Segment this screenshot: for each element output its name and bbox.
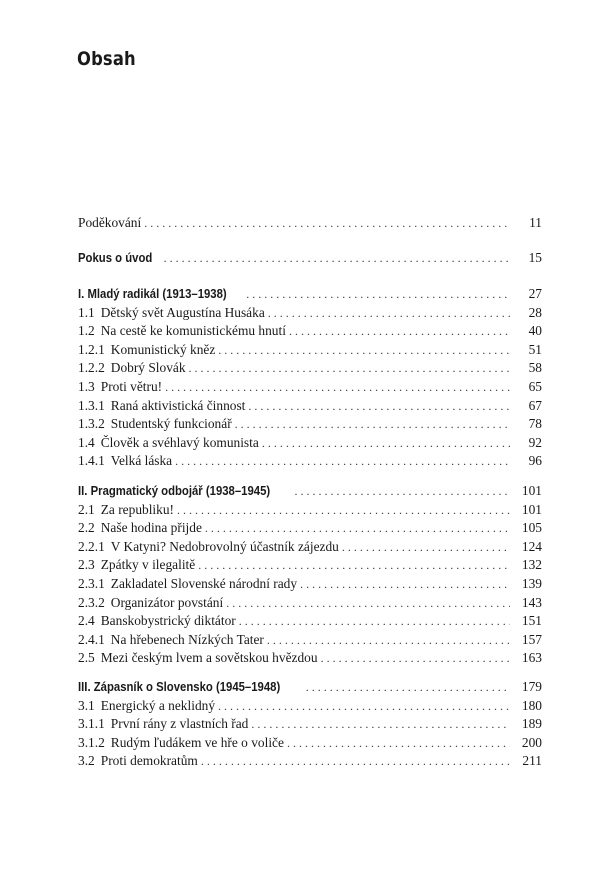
leader-dots: [218, 697, 510, 716]
toc-entry-number: 2.2: [78, 520, 95, 536]
toc-entry[interactable]: [78, 214, 542, 233]
toc-chapter-heading: III. Zápasník o Slovensko (1945–1948): [78, 680, 281, 694]
toc-entry-number: 2.5: [78, 650, 95, 666]
toc-entry-title: Mezi českým lvem a sovětskou hvězdou: [100, 650, 318, 666]
toc-entry-page: 101: [521, 483, 542, 498]
toc-entry-number: 3.2: [78, 753, 95, 769]
toc-entry[interactable]: [78, 304, 542, 323]
toc-entry-number: 1.4: [78, 434, 95, 450]
toc-entry-title: V Katyni? Nedobrovolný účastník zájezdu: [110, 538, 339, 554]
toc-entry[interactable]: [78, 434, 542, 453]
leader-dots: [306, 678, 510, 697]
toc-entry-page: 179: [521, 679, 542, 694]
toc-entry-title: Velká láska: [110, 453, 173, 469]
toc-entry-number: 1.3: [78, 378, 95, 394]
toc-entry-label: [78, 594, 223, 613]
toc-entry-title: Banskobystrický diktátor: [100, 613, 236, 629]
toc-entry-label: [78, 415, 232, 434]
page-title: Obsah: [77, 48, 136, 70]
toc-entry-label: [78, 519, 202, 538]
toc-entry-label: [78, 452, 172, 471]
toc-entry-title: Proti demokratům: [100, 753, 198, 769]
leader-dots: [165, 378, 510, 397]
toc-front-intro: [78, 249, 542, 268]
toc-entry-title: Energický a neklidný: [100, 697, 216, 713]
toc-entry-title: Naše hodina přijde: [100, 520, 202, 536]
toc-entry-title: Komunistický kněz: [110, 341, 216, 357]
toc-entry-page: 151: [521, 613, 542, 629]
toc-entry-number: 1.2.1: [78, 341, 105, 357]
toc-chapter-heading: I. Mladý radikál (1913–1938): [78, 287, 227, 301]
toc-entry[interactable]: [78, 678, 542, 697]
toc-entry-page: 105: [521, 520, 542, 536]
toc-entry[interactable]: [78, 715, 542, 734]
leader-dots: [144, 214, 510, 233]
leader-dots: [289, 322, 510, 341]
toc-entry-label: [78, 697, 215, 716]
toc-entry[interactable]: [78, 697, 542, 716]
toc-entry-number: 1.2.2: [78, 360, 105, 376]
toc-entry-page: 200: [521, 734, 542, 750]
toc-entry-label: [78, 397, 245, 416]
leader-dots: [267, 631, 510, 650]
toc-entry-number: 1.3.1: [78, 397, 105, 413]
toc-entry-label: Pokus o úvod: [78, 251, 153, 265]
leader-dots: [164, 249, 510, 268]
toc-entry-title: Studentský funkcionář: [110, 416, 232, 432]
toc-entry-label: [78, 341, 215, 360]
toc-entry-title: Organizátor povstání: [110, 594, 224, 610]
leader-dots: [201, 752, 510, 771]
toc-entry-page: 143: [521, 594, 542, 610]
toc-chapter-3: [78, 678, 542, 771]
toc-entry-label: [78, 752, 198, 771]
toc-entry[interactable]: [78, 575, 542, 594]
toc-entry-number: 3.1: [78, 697, 95, 713]
toc-entry-title: Člověk a svéhlavý komunista: [100, 434, 259, 450]
toc-entry[interactable]: [78, 322, 542, 341]
leader-dots: [189, 359, 510, 378]
toc-chapter-heading: II. Pragmatický odbojář (1938–1945): [78, 484, 271, 498]
toc-entry-page: 124: [521, 538, 542, 554]
toc-entry[interactable]: [78, 415, 542, 434]
toc-entry-label: [78, 649, 318, 668]
toc-entry-page: 58: [528, 360, 542, 376]
toc-entry-number: 2.4: [78, 613, 95, 629]
toc-entry[interactable]: [78, 397, 542, 416]
leader-dots: [198, 556, 510, 575]
toc-entry[interactable]: [78, 594, 542, 613]
toc-entry[interactable]: [78, 612, 542, 631]
leader-dots: [262, 434, 510, 453]
toc-entry-number: 3.1.2: [78, 734, 105, 750]
toc-entry-label: [78, 304, 265, 323]
toc-entry-page: 65: [528, 378, 542, 394]
toc-entry-title: První rány z vlastních řad: [110, 716, 249, 732]
toc-entry-number: 2.2.1: [78, 538, 105, 554]
leader-dots: [175, 452, 510, 471]
toc-entry-title: Rudým ľudákem ve hře o voliče: [110, 734, 284, 750]
toc-entry-title: Zakladatel Slovenské národní rady: [110, 575, 298, 591]
toc-entry-page: 189: [521, 716, 542, 732]
toc-entry[interactable]: [78, 359, 542, 378]
toc-entry-page: 40: [528, 323, 542, 339]
toc-entry[interactable]: [78, 501, 542, 520]
leader-dots: [218, 341, 510, 360]
toc-entry[interactable]: [78, 249, 542, 268]
leader-dots: [246, 285, 510, 304]
toc-entry-number: 1.1: [78, 304, 95, 320]
leader-dots: [226, 594, 510, 613]
toc-entry-page: 139: [521, 575, 542, 591]
toc-entry-label: [78, 359, 186, 378]
leader-dots: [300, 575, 510, 594]
toc-entry-page: 132: [521, 557, 542, 573]
toc-entry-number: 3.1.1: [78, 716, 105, 732]
leader-dots: [287, 734, 510, 753]
toc-entry-title: Na cestě ke komunistickému hnutí: [100, 323, 286, 339]
toc-chapter-2: [78, 482, 542, 668]
toc-entry-title: Dobrý Slovák: [110, 360, 186, 376]
leader-dots: [205, 519, 510, 538]
toc-entry-label: [78, 556, 195, 575]
toc-entry[interactable]: [78, 519, 542, 538]
toc-entry-label: [78, 575, 297, 594]
toc-entry-label: [78, 378, 162, 397]
toc-entry[interactable]: [78, 341, 542, 360]
toc-entry[interactable]: [78, 734, 542, 753]
leader-dots: [321, 649, 510, 668]
toc-entry[interactable]: [78, 482, 542, 501]
toc-entry-page: 27: [528, 286, 542, 301]
leader-dots: [268, 304, 510, 323]
toc-entry-label: [78, 715, 248, 734]
toc-entry-number: 2.3.1: [78, 575, 105, 591]
toc-entry[interactable]: [78, 649, 542, 668]
toc-entry-label: [78, 612, 236, 631]
toc-entry-page: 78: [528, 416, 542, 432]
toc-entry-label: [78, 631, 264, 650]
toc-entry[interactable]: [78, 631, 542, 650]
toc-entry-page: 180: [521, 697, 542, 713]
toc-entry-number: 1.3.2: [78, 416, 105, 432]
toc-entry[interactable]: [78, 285, 542, 304]
toc-entry[interactable]: [78, 752, 542, 771]
leader-dots: [248, 397, 510, 416]
toc-entry-page: 15: [528, 250, 542, 265]
toc-entry-title: Proti větru!: [100, 378, 163, 394]
leader-dots: [235, 415, 510, 434]
toc-entry[interactable]: [78, 452, 542, 471]
toc-entry-page: 101: [521, 501, 542, 517]
toc-entry[interactable]: [78, 378, 542, 397]
toc-entry-page: 157: [521, 631, 542, 647]
toc-entry-label: Poděkování: [78, 215, 142, 230]
leader-dots: [342, 538, 510, 557]
toc-entry-label: [78, 501, 174, 520]
toc-chapter-1: [78, 285, 542, 471]
toc-entry-title: Zpátky v ilegalitě: [100, 557, 196, 573]
toc-entry-title: Raná aktivistická činnost: [110, 397, 246, 413]
leader-dots: [177, 501, 510, 520]
toc-entry-page: 92: [528, 434, 542, 450]
toc-entry-page: 11: [529, 215, 542, 230]
toc-entry-number: 2.3: [78, 557, 95, 573]
leader-dots: [239, 612, 510, 631]
toc-entry-page: 51: [528, 341, 542, 357]
toc-entry-page: 96: [528, 453, 542, 469]
toc-entry-title: Za republiku!: [100, 501, 174, 517]
toc-entry-number: 1.4.1: [78, 453, 105, 469]
leader-dots: [295, 482, 511, 501]
toc-entry-number: 2.1: [78, 501, 95, 517]
toc-entry-title: Na hřebenech Nízkých Tater: [110, 631, 264, 647]
toc-entry-label: [78, 538, 339, 557]
toc-entry-label: [78, 734, 284, 753]
toc-entry-page: 163: [521, 650, 542, 666]
toc-entry-page: 67: [528, 397, 542, 413]
toc-entry-number: 2.4.1: [78, 631, 105, 647]
toc-entry-page: 28: [528, 304, 542, 320]
toc-entry-label: [78, 322, 286, 341]
toc-entry[interactable]: [78, 538, 542, 557]
toc-entry[interactable]: [78, 556, 542, 575]
toc-entry-number: 1.2: [78, 323, 95, 339]
toc-entry-title: Dětský svět Augustína Husáka: [100, 304, 265, 320]
toc-entry-label: [78, 434, 259, 453]
toc-front-acknowledgements: [78, 214, 542, 233]
leader-dots: [251, 715, 510, 734]
toc-entry-number: 2.3.2: [78, 594, 105, 610]
toc-entry-page: 211: [522, 753, 542, 769]
